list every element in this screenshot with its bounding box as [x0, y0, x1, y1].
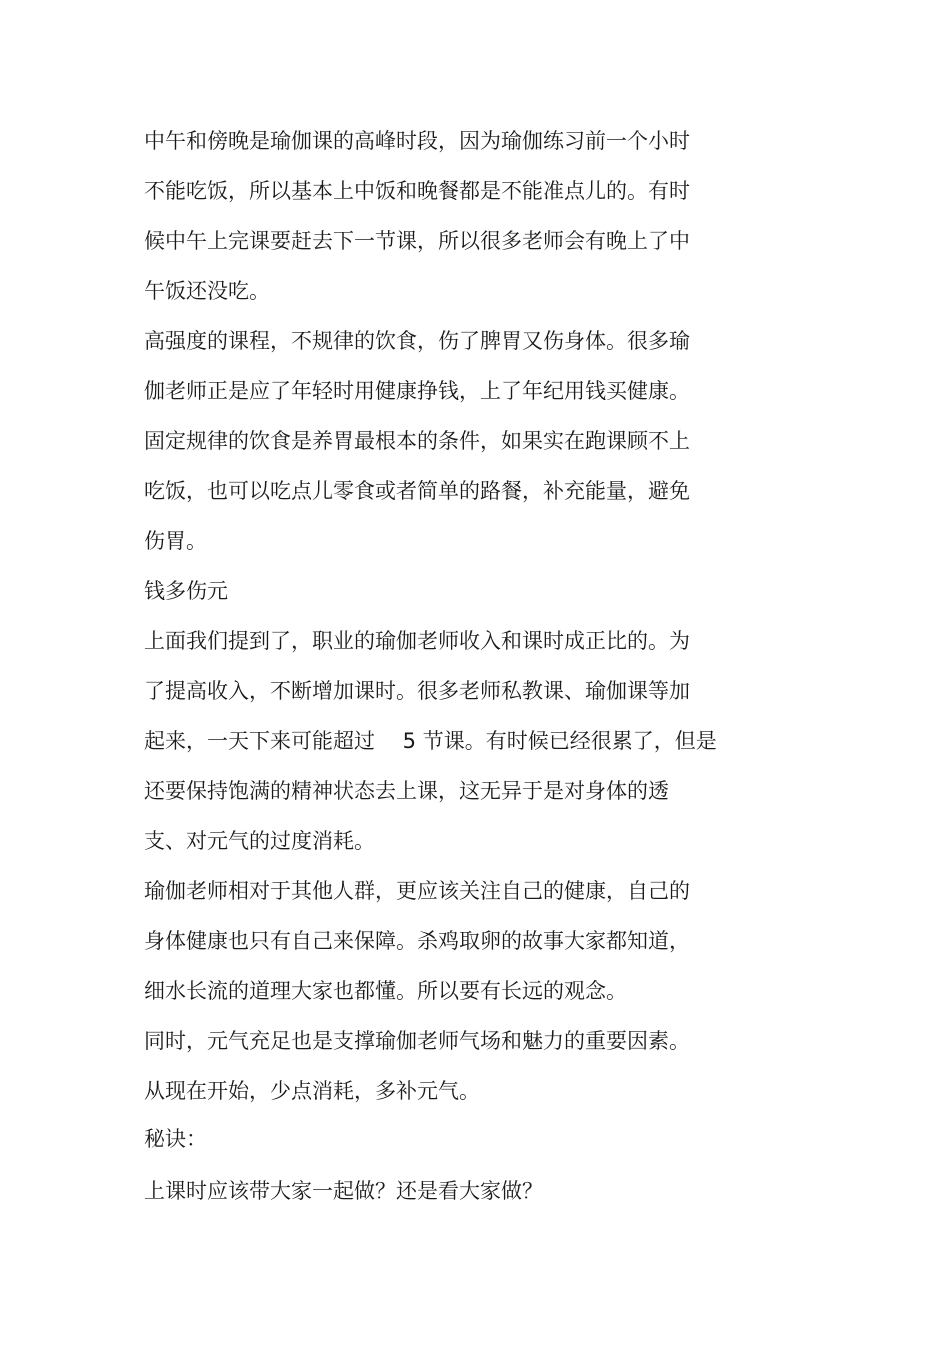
text-line: 瑜伽老师相对于其他人群，更应该关注自己的健康，自己的: [144, 879, 690, 903]
text-line: 细水长流的道理大家也都懂。所以要有长远的观念。: [144, 979, 627, 1003]
text-line: 了提高收入，不断增加课时。很多老师私教课、瑜伽课等加: [144, 679, 690, 703]
text-line: 候中午上完课要赶去下一节课，所以很多老师会有晚上了中: [144, 229, 690, 253]
text-line: 高强度的课程，不规律的饮食，伤了脾胃又伤身体。很多瑜: [144, 329, 690, 353]
text-line: 上课时应该带大家一起做？还是看大家做？: [144, 1179, 543, 1203]
section-heading: 秘诀：: [144, 1127, 207, 1151]
section-heading: 钱多伤元: [144, 579, 228, 603]
text-line: 同时，元气充足也是支撑瑜伽老师气场和魅力的重要因素。: [144, 1029, 690, 1053]
text-line: 起来，一天下来可能超过 5 节课。有时候已经很累了，但是: [144, 729, 717, 753]
text-line: 伽老师正是应了年轻时用健康挣钱，上了年纪用钱买健康。: [144, 379, 690, 403]
text-line: 身体健康也只有自己来保障。杀鸡取卵的故事大家都知道，: [144, 929, 690, 953]
text-line: 吃饭，也可以吃点儿零食或者简单的路餐，补充能量，避免: [144, 479, 690, 503]
text-line: 午饭还没吃。: [144, 279, 270, 303]
text-line: 固定规律的饮食是养胃最根本的条件，如果实在跑课顾不上: [144, 429, 690, 453]
text-line: 支、对元气的过度消耗。: [144, 829, 375, 853]
text-line: 从现在开始，少点消耗，多补元气。: [144, 1079, 480, 1103]
text-line: 上面我们提到了，职业的瑜伽老师收入和课时成正比的。为: [144, 629, 690, 653]
text-line: 中午和傍晚是瑜伽课的高峰时段，因为瑜伽练习前一个小时: [144, 129, 690, 153]
text-line: 不能吃饭，所以基本上中饭和晚餐都是不能准点儿的。有时: [144, 179, 690, 203]
text-line: 伤胃。: [144, 529, 207, 553]
text-line: 还要保持饱满的精神状态去上课，这无异于是对身体的透: [144, 779, 669, 803]
